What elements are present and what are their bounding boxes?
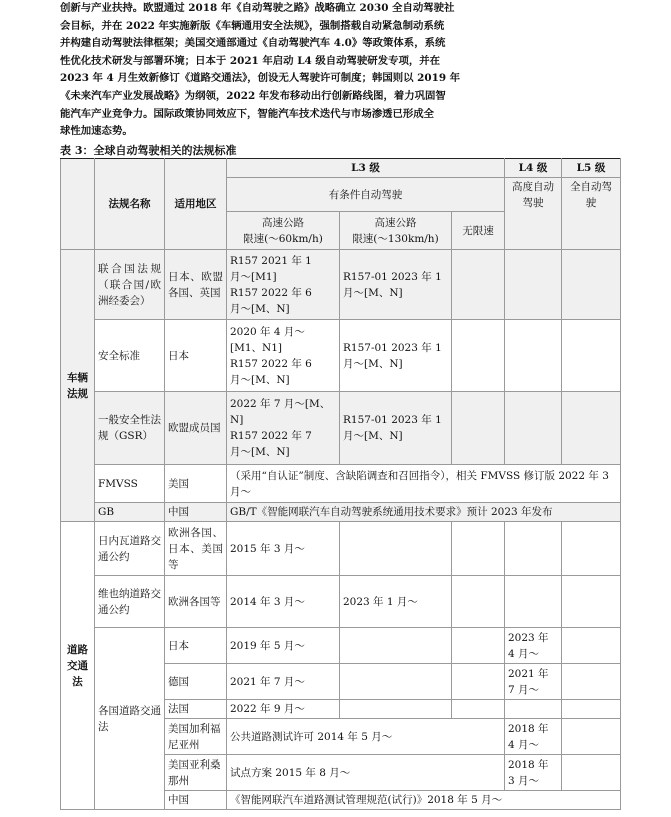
road-region: 欧洲各国、日本、美国等 xyxy=(165,522,227,576)
national-l4 xyxy=(505,700,562,719)
reg-region: 美国 xyxy=(165,465,227,503)
intro-paragraph xyxy=(60,0,630,141)
national-span: 《智能网联汽车道路测试管理规范(试行)》2018 年 5 月〜 xyxy=(227,791,621,810)
national-hw60: 2021 年 7 月〜 xyxy=(227,664,340,700)
national-region: 美国加利福尼亚州 xyxy=(165,719,227,755)
national-l5 xyxy=(562,628,621,664)
road-nolimit xyxy=(452,522,505,576)
reg-region: 中国 xyxy=(165,503,227,522)
national-l5 xyxy=(562,664,621,700)
header-l3: L3 级 xyxy=(227,159,505,178)
regulation-table xyxy=(60,158,621,810)
header-l5-sub: 全自动驾驶 xyxy=(562,178,621,250)
road-name: 日内瓦道路交通公约 xyxy=(95,522,165,576)
road-l4 xyxy=(505,576,562,628)
national-nolimit xyxy=(452,664,505,700)
reg-hw130: R157-01 2023 年 1 月〜[M、N] xyxy=(340,320,452,392)
intro-line: 2023 年 4 月生效新修订《道路交通法》，创设无人驾驶许可制度；韩国则以 2019 年 xyxy=(60,72,461,85)
reg-span: （采用“自认证”制度、含缺陷调查和召回指令），相关 FMVSS 修订版 2022 年 3 月〜 xyxy=(227,465,621,503)
national-l5 xyxy=(562,755,621,791)
reg-hw60: 2020 年 4 月〜[M1、N1] R157 2022 年 6 月〜[M、N] xyxy=(227,320,340,392)
road-l4 xyxy=(505,522,562,576)
road-hw60: 2014 年 3 月〜 xyxy=(227,576,340,628)
reg-hw130: R157-01 2023 年 1 月〜[M、N] xyxy=(340,250,452,320)
national-span: 公共道路测试许可 2014 年 5 月〜 xyxy=(227,719,505,755)
intro-line: 性优化技术研发与部署环境；日本于 2021 年启动 L4 级自动驾驶研发专项，并在 xyxy=(60,54,441,67)
header-l5: L5 级 xyxy=(562,159,621,178)
reg-name: FMVSS xyxy=(95,465,165,503)
national-span: 试点方案 2015 年 8 月〜 xyxy=(227,755,505,791)
group-vehicle: 车辆 法规 xyxy=(61,250,95,522)
reg-l5 xyxy=(562,320,621,392)
road-l5 xyxy=(562,522,621,576)
road-region: 欧洲各国等 xyxy=(165,576,227,628)
reg-name: 一般安全性法规（GSR） xyxy=(95,392,165,465)
reg-region: 日本、欧盟各国、英国 xyxy=(165,250,227,320)
road-nolimit xyxy=(452,576,505,628)
reg-nolimit xyxy=(452,392,505,465)
header-l4-sub: 高度自动驾驶 xyxy=(505,178,562,250)
national-region: 德国 xyxy=(165,664,227,700)
reg-region: 欧盟成员国 xyxy=(165,392,227,465)
national-hw60: 2019 年 5 月〜 xyxy=(227,628,340,664)
header-l3-sub: 有条件自动驾驶 xyxy=(227,178,505,212)
road-hw130: 2023 年 1 月〜 xyxy=(340,576,452,628)
reg-name: GB xyxy=(95,503,165,522)
intro-line: 《未来汽车产业发展战略》为纲领，2022 年发布移动出行创新路线图，着力巩固智 xyxy=(60,89,446,102)
header-hw60: 高速公路 限速(〜60km/h) xyxy=(227,212,340,250)
reg-nolimit xyxy=(452,250,505,320)
reg-l4 xyxy=(505,392,562,465)
national-hw130 xyxy=(340,628,452,664)
road-hw130 xyxy=(340,522,452,576)
header-name: 法规名称 xyxy=(95,159,165,250)
reg-span: GB/T《智能网联汽车自动驾驶系统通用技术要求》预计 2023 年发布 xyxy=(227,503,621,522)
intro-line: 球性加速态势。 xyxy=(60,125,133,138)
national-region: 美国亚利桑那州 xyxy=(165,755,227,791)
national-l4: 2018 年 4 月〜 xyxy=(505,719,562,755)
reg-hw130: R157-01 2023 年 1 月〜[M、N] xyxy=(340,392,452,465)
national-nolimit xyxy=(452,628,505,664)
national-region: 日本 xyxy=(165,628,227,664)
reg-region: 日本 xyxy=(165,320,227,392)
national-l5 xyxy=(562,719,621,755)
national-l4: 2018 年 3 月〜 xyxy=(505,755,562,791)
national-hw130 xyxy=(340,664,452,700)
header-blank xyxy=(61,159,95,250)
road-hw60: 2015 年 3 月〜 xyxy=(227,522,340,576)
national-name: 各国道路交通法 xyxy=(95,628,165,810)
header-region: 适用地区 xyxy=(165,159,227,250)
reg-l5 xyxy=(562,392,621,465)
reg-l4 xyxy=(505,320,562,392)
national-region: 法国 xyxy=(165,700,227,719)
reg-hw60: 2022 年 7 月〜[M、N] R157 2022 年 7 月〜[M、N] xyxy=(227,392,340,465)
table-caption: 表 3：全球自动驾驶相关的法规标准 xyxy=(60,144,237,157)
reg-hw60: R157 2021 年 1 月〜[M1] R157 2022 年 6 月〜[M、N] xyxy=(227,250,340,320)
intro-line: 创新与产业扶持。欧盟通过 2018 年《自动驾驶之路》战略确立 2030 全自动驾驶社 xyxy=(60,2,455,14)
national-region: 中国 xyxy=(165,791,227,810)
road-l5 xyxy=(562,576,621,628)
reg-nolimit xyxy=(452,320,505,392)
intro-line: 并构建自动驾驶法律框架；美国交通部通过《自动驾驶汽车 4.0》等政策体系，系统 xyxy=(60,37,446,50)
road-name: 维也纳道路交通公约 xyxy=(95,576,165,628)
national-nolimit xyxy=(452,700,505,719)
national-hw130 xyxy=(340,700,452,719)
reg-l5 xyxy=(562,250,621,320)
national-hw60: 2022 年 9 月〜 xyxy=(227,700,340,719)
reg-name: 联合国法规（联合国/欧洲经委会） xyxy=(95,250,165,320)
national-l4: 2023 年 4 月〜 xyxy=(505,628,562,664)
header-hw130: 高速公路 限速(〜130km/h) xyxy=(340,212,452,250)
intro-line: 能汽车产业竞争力。国际政策协同效应下，智能汽车技术迭代与市场渗透已形成全 xyxy=(60,107,435,120)
header-nolimit: 无限速 xyxy=(452,212,505,250)
reg-name: 安全标准 xyxy=(95,320,165,392)
reg-l4 xyxy=(505,250,562,320)
group-road: 道路 交通 法 xyxy=(61,522,95,810)
national-l4: 2021 年 7 月〜 xyxy=(505,664,562,700)
national-l5 xyxy=(562,700,621,719)
header-l4: L4 级 xyxy=(505,159,562,178)
intro-line: 会目标，并在 2022 年实施新版《车辆通用安全法规》，强制搭载自动紧急制动系统 xyxy=(60,19,445,32)
